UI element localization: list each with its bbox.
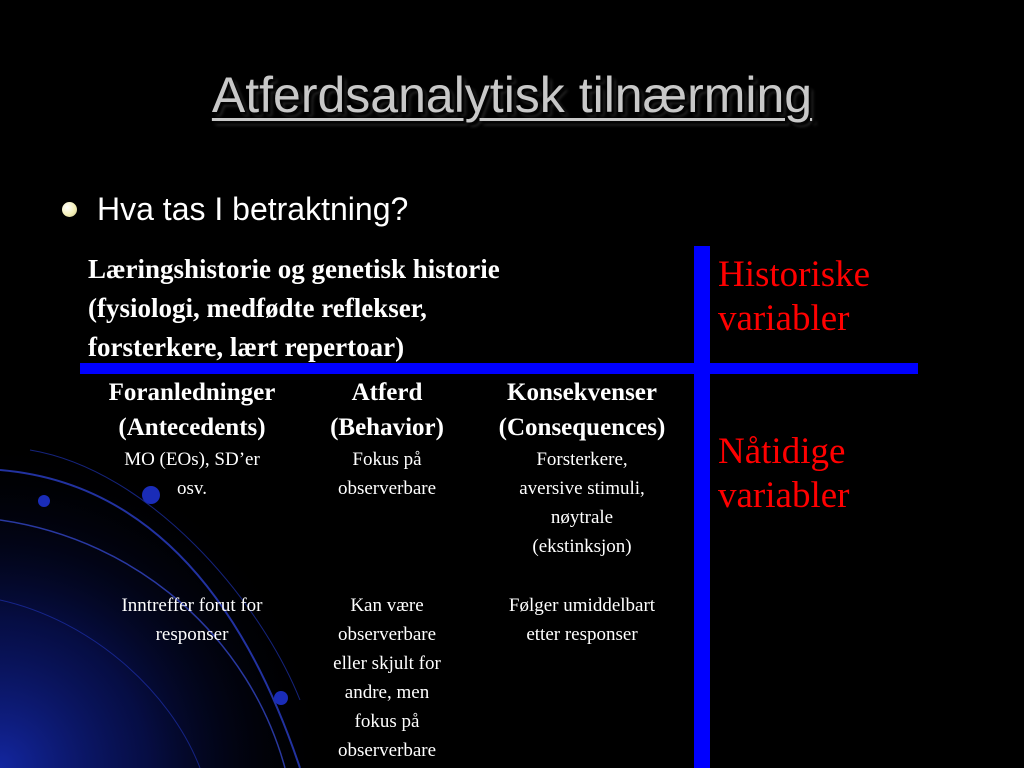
column-heading: Konsekvenser: [507, 379, 657, 406]
description-line: aversive stimuli,: [519, 478, 645, 499]
note-line: observerbare: [337, 624, 437, 645]
note-line: fokus på: [354, 711, 420, 732]
current-variables-label: [718, 430, 1018, 518]
column-heading-en: (Antecedents): [118, 414, 266, 441]
note-line: Følger umiddelbart: [508, 595, 656, 616]
side-label-line: variabler: [718, 475, 850, 516]
history-text: [88, 250, 688, 367]
column-note: [472, 591, 692, 649]
description-line: osv.: [177, 478, 207, 499]
column-heading: Atferd: [351, 379, 423, 406]
side-label-line: Nåtidige: [718, 431, 846, 472]
historical-variables-label: [718, 253, 1018, 341]
antecedents-column: [82, 375, 302, 645]
bullet-text: Hva tas I betraktning?: [97, 191, 409, 227]
column-note: [82, 591, 302, 649]
column-description: [472, 445, 692, 561]
column-heading-en: (Consequences): [498, 414, 666, 441]
side-label-line: Historiske: [718, 254, 871, 295]
bullet-item: [62, 191, 408, 228]
column-note: [307, 591, 467, 765]
horizontal-divider: [80, 363, 918, 374]
history-line: (fysiologi, medfødte reflekser,: [88, 293, 427, 323]
description-line: observerbare: [337, 478, 437, 499]
column-description: [307, 445, 467, 503]
side-label-line: variabler: [718, 298, 850, 339]
note-line: Kan være: [350, 595, 424, 616]
note-line: observerbare: [337, 740, 437, 761]
history-line: Læringshistorie og genetisk historie: [88, 254, 500, 284]
note-line: eller skjult for: [333, 653, 441, 674]
description-line: (ekstinksjon): [532, 536, 632, 557]
description-line: Forsterkere,: [536, 449, 628, 470]
column-description: [82, 445, 302, 503]
note-line: etter responser: [526, 624, 638, 645]
column-heading: Foranledninger: [108, 379, 276, 406]
column-heading-en: (Behavior): [330, 414, 444, 441]
note-line: andre, men: [344, 682, 430, 703]
consequences-column: [472, 375, 692, 645]
history-line: forsterkere, lært repertoar): [88, 332, 405, 362]
vertical-divider: [694, 246, 710, 768]
description-line: nøytrale: [550, 507, 614, 528]
note-line: Inntreffer forut for: [121, 595, 263, 616]
behavior-column: [307, 375, 467, 761]
description-line: Fokus på: [352, 449, 422, 470]
description-line: MO (EOs), SD’er: [124, 449, 260, 470]
note-line: responser: [155, 624, 229, 645]
slide-title: Atferdsanalytisk tilnærming: [211, 67, 813, 123]
bullet-dot-icon: [62, 202, 77, 217]
